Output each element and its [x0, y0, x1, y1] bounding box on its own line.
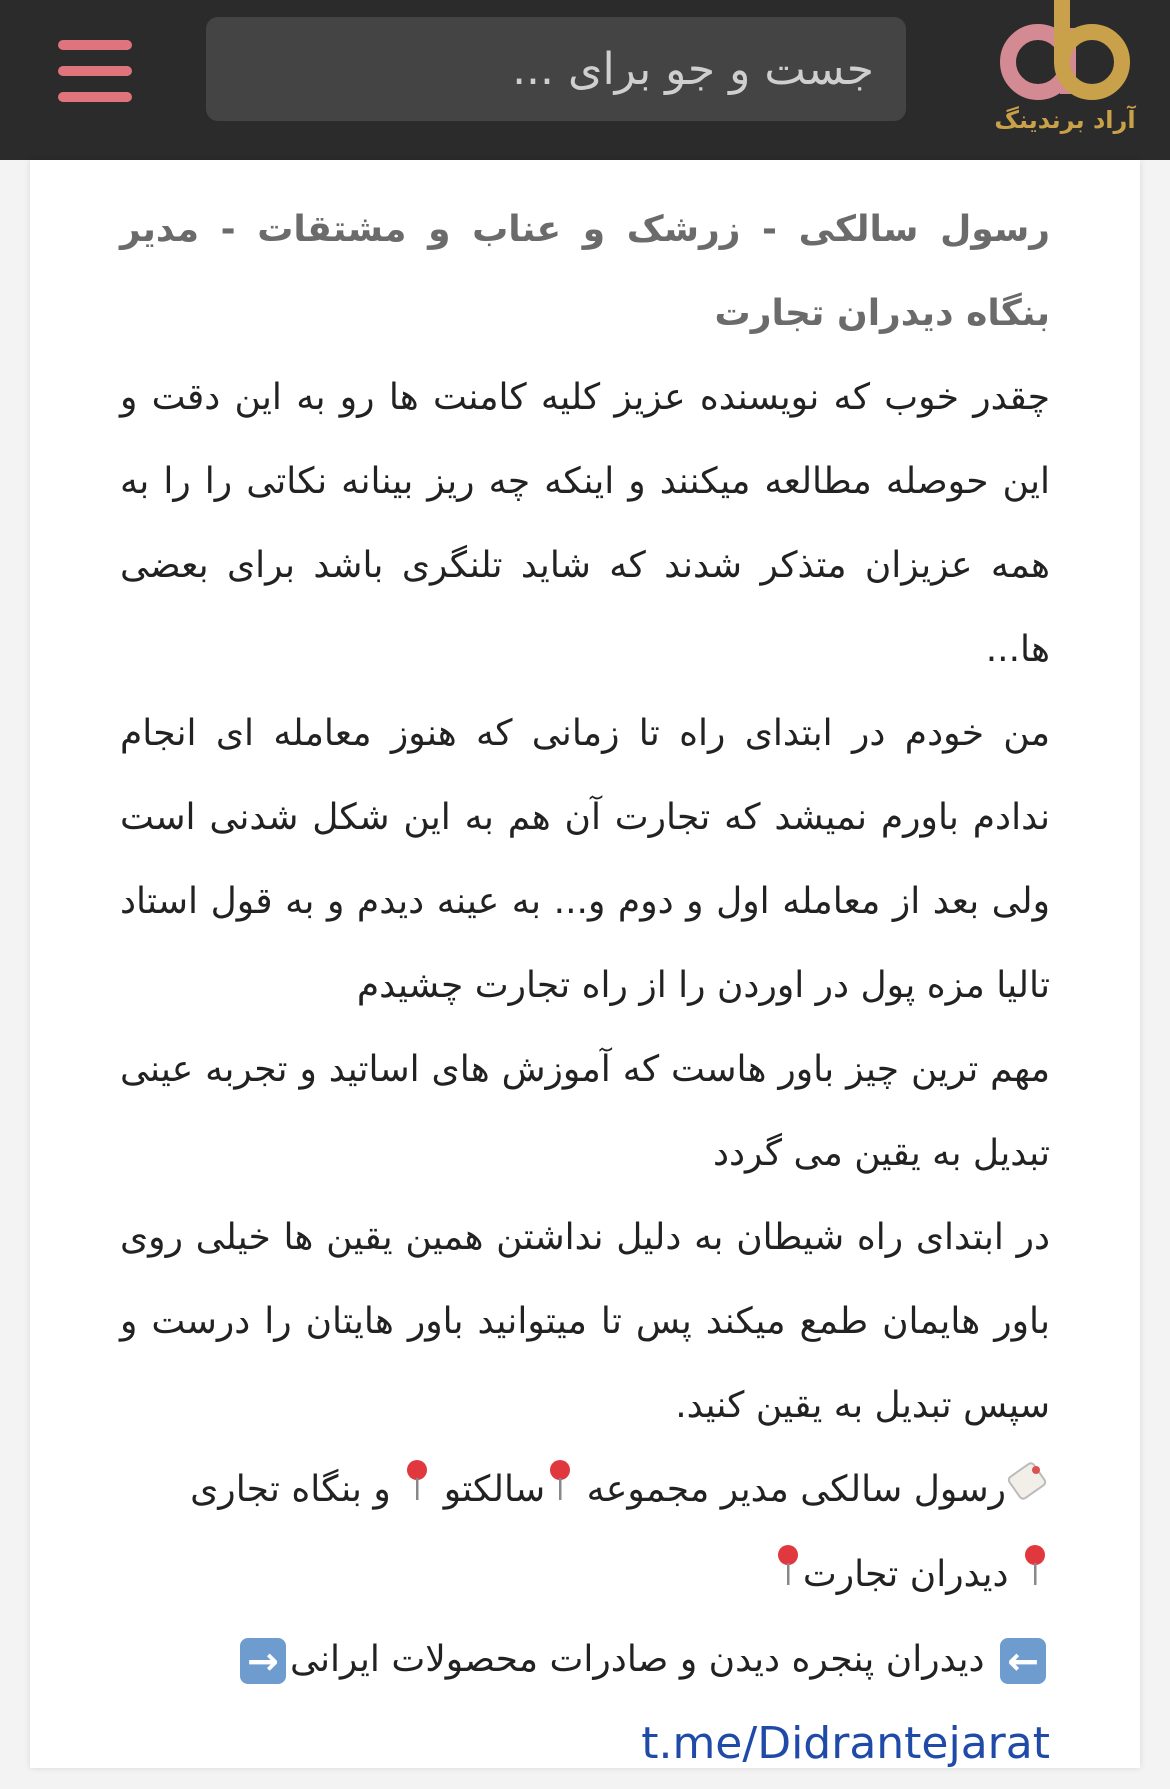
comment-paragraph: من خودم در ابتدای راه تا زمانی که هنوز معامله ای انجام ندادم باورم نمیشد که تجارت آن هم به این شکل شدنی است ولی بعد از معامله اول و دوم و... به عینه دیدم و به قول استاد تالیا مزه پول در اوردن را از راه تجارت چشیدم	[120, 713, 1050, 1006]
telegram-link[interactable]: t.me/Didrantejarat	[641, 1718, 1050, 1769]
signature-line	[120, 1448, 1050, 1618]
search-input[interactable]	[206, 17, 906, 121]
site-logo[interactable]	[980, 0, 1150, 150]
signature-brand-1: سالکتو	[443, 1469, 546, 1510]
comment-content	[120, 188, 1050, 1789]
top-header	[0, 0, 1170, 160]
signature-connector: و بنگاه تجاری	[190, 1469, 391, 1510]
signature-brand-2: دیدران تجارت	[802, 1554, 1009, 1595]
label-tag-icon	[1006, 1449, 1050, 1533]
search-placeholder: جست و جو برای ...	[512, 43, 874, 95]
pin-icon	[545, 1449, 575, 1533]
comment-card	[30, 160, 1140, 1768]
pin-icon	[402, 1449, 432, 1533]
hamburger-menu-icon[interactable]	[58, 38, 132, 104]
comment-paragraph: در ابتدای راه شیطان به دلیل نداشتن همین یقین ها خیلی روی باور هایمان طمع میکند پس تا میتوانید باور هایتان را درست و سپس تبدیل به یقین کنید.	[120, 1217, 1050, 1426]
comment-paragraph: مهم ترین چیز باور هاست که آموزش های اساتید و تجربه عینی تبدیل به یقین می گردد	[120, 1049, 1050, 1174]
comment-author: رسول سالکی - زرشک و عناب و مشتقات - مدیر بنگاه دیدران تجارت	[120, 209, 1050, 334]
pin-icon	[1020, 1534, 1050, 1618]
pin-icon	[773, 1534, 803, 1618]
menu-bar-middle	[58, 66, 132, 76]
logo-caption: آراد برندینگ	[994, 106, 1136, 134]
menu-bar-bottom	[58, 92, 132, 102]
promo-line	[120, 1618, 1050, 1702]
link-line	[120, 1702, 1050, 1789]
menu-bar-top	[58, 40, 132, 50]
left-arrow-icon: ←	[1000, 1638, 1046, 1684]
promo-text: دیدران پنجره دیدن و صادرات محصولات ایرانی	[289, 1639, 985, 1680]
signature-name: رسول سالکی مدیر مجموعه	[586, 1469, 1006, 1510]
comment-paragraph: چقدر خوب که نویسنده عزیز کلیه کامنت ها رو به این دقت و این حوصله مطالعه میکنند و اینکه چه ریز بینانه نکاتی را را به همه عزیزان متذکر شدند که شاید تلنگری باشد برای بعضی ها...	[120, 377, 1050, 670]
right-arrow-icon: →	[240, 1638, 286, 1684]
